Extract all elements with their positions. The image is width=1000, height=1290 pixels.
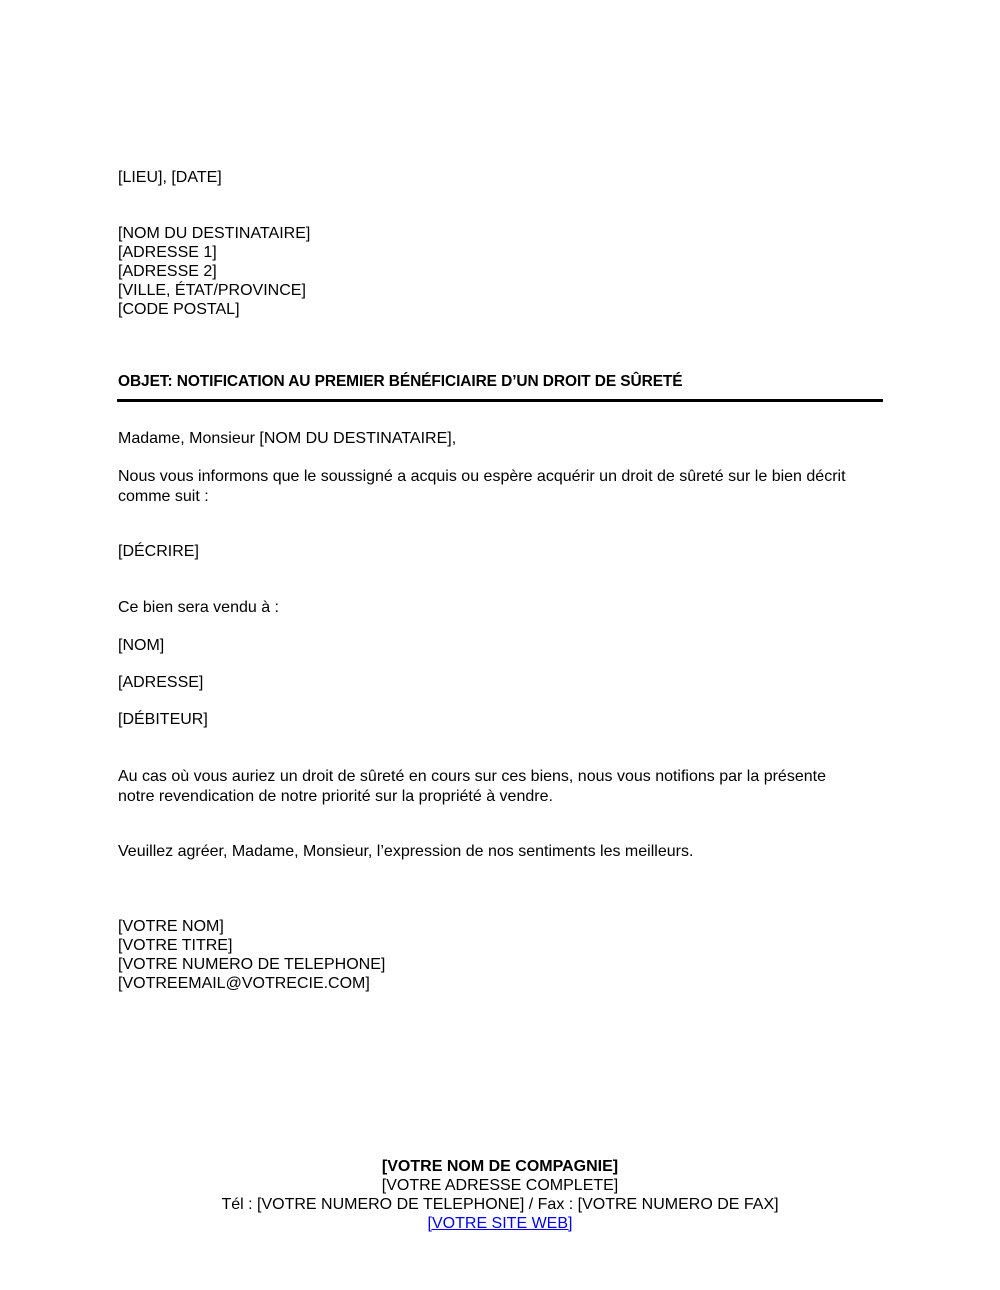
recipient-block	[118, 224, 883, 319]
recipient-address-2: [ADRESSE 2]	[118, 263, 217, 280]
recipient-postal-code: [CODE POSTAL]	[118, 301, 240, 318]
letterhead-footer	[0, 1157, 1000, 1233]
company-website-link[interactable]: [VOTRE SITE WEB]	[427, 1215, 573, 1232]
describe-placeholder: [DÉCRIRE]	[118, 543, 199, 560]
paragraph-claim: Au cas où vous auriez un droit de sûreté en cours sur ces biens, nous vous notifions par la présente notre revendication de notre priorité sur la propriété à vendre.	[118, 768, 826, 805]
buyer-address: [ADRESSE]	[118, 674, 204, 691]
salutation: Madame, Monsieur [NOM DU DESTINATAIRE],	[118, 430, 457, 447]
place-date	[118, 168, 883, 187]
company-address: [VOTRE ADRESSE COMPLETE]	[381, 1177, 619, 1194]
company-name: [VOTRE NOM DE COMPAGNIE]	[381, 1158, 619, 1175]
company-contact: Tél : [VOTRE NUMERO DE TELEPHONE] / Fax : [VOTRE NUMERO DE FAX]	[221, 1196, 779, 1213]
closing: Veuillez agréer, Madame, Monsieur, l’expression de nos sentiments les meilleurs.	[118, 843, 694, 860]
recipient-address-1: [ADRESSE 1]	[118, 244, 217, 261]
sender-email: [VOTREEMAIL@VOTRECIE.COM]	[118, 975, 370, 992]
sold-to-label: Ce bien sera vendu à :	[118, 599, 279, 616]
recipient-name: [NOM DU DESTINATAIRE]	[118, 225, 311, 242]
sender-title: [VOTRE TITRE]	[118, 937, 233, 954]
subject-divider	[117, 399, 883, 402]
sender-name: [VOTRE NOM]	[118, 918, 224, 935]
place-date-text: [LIEU], [DATE]	[118, 169, 222, 186]
recipient-city-state: [VILLE, ÉTAT/PROVINCE]	[118, 282, 306, 299]
signature-block	[118, 917, 883, 993]
sender-phone: [VOTRE NUMERO DE TELEPHONE]	[118, 956, 386, 973]
subject-line: OBJET: NOTIFICATION AU PREMIER BÉNÉFICIAIRE D’UN DROIT DE SÛRETÉ	[118, 373, 683, 390]
paragraph-intro: Nous vous informons que le soussigné a acquis ou espère acquérir un droit de sûreté sur le bien décrit comme suit :	[118, 468, 846, 505]
debtor: [DÉBITEUR]	[118, 711, 208, 728]
buyer-name: [NOM]	[118, 637, 165, 654]
